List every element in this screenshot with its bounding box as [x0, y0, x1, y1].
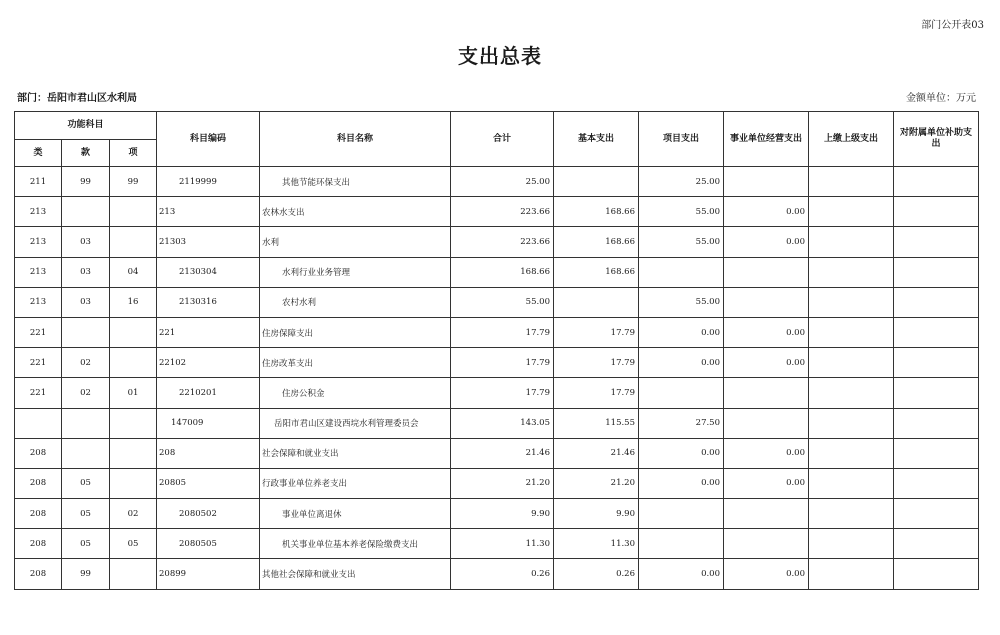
- cell-xiang: 16: [110, 287, 157, 317]
- cell-lei: 208: [15, 499, 62, 529]
- cell-total: 17.79: [451, 317, 554, 347]
- cell-upper: [809, 468, 894, 498]
- table-row: [15, 529, 979, 559]
- cell-lei: 213: [15, 227, 62, 257]
- cell-xiang: [110, 559, 157, 589]
- header-subsidy: 对附属单位补助支出: [894, 112, 979, 167]
- cell-business: [724, 499, 809, 529]
- cell-xiang: 02: [110, 499, 157, 529]
- cell-business: [724, 287, 809, 317]
- cell-subsidy: [894, 317, 979, 347]
- cell-lei: 213: [15, 257, 62, 287]
- cell-business: [724, 529, 809, 559]
- cell-basic: 168.66: [554, 227, 639, 257]
- cell-lei: 213: [15, 197, 62, 227]
- header-project: 项目支出: [639, 112, 724, 167]
- cell-upper: [809, 499, 894, 529]
- cell-project: 0.00: [639, 559, 724, 589]
- table-row: [15, 287, 979, 317]
- cell-name: 农林水支出: [260, 197, 451, 227]
- header-xiang: 项: [110, 140, 157, 167]
- cell-code: 20899: [157, 559, 260, 589]
- table-row: [15, 499, 979, 529]
- cell-kuan: 99: [62, 167, 110, 197]
- cell-basic: 168.66: [554, 197, 639, 227]
- cell-lei: 208: [15, 559, 62, 589]
- cell-name: 水利行业业务管理: [260, 257, 451, 287]
- unit-label: 金额单位：万元: [906, 93, 976, 104]
- cell-subsidy: [894, 227, 979, 257]
- header-func-subject: 功能科目: [15, 112, 157, 140]
- cell-total: 21.20: [451, 468, 554, 498]
- cell-xiang: 01: [110, 378, 157, 408]
- table-row: [15, 317, 979, 347]
- header-total: 合计: [451, 112, 554, 167]
- cell-name: 其他社会保障和就业支出: [260, 559, 451, 589]
- cell-xiang: [110, 227, 157, 257]
- table-row: [15, 378, 979, 408]
- cell-basic: 21.46: [554, 438, 639, 468]
- expenditure-table: [14, 111, 979, 590]
- header-kuan: 款: [62, 140, 110, 167]
- cell-upper: [809, 167, 894, 197]
- cell-lei: 221: [15, 378, 62, 408]
- cell-code: 208: [157, 438, 260, 468]
- cell-project: [639, 499, 724, 529]
- cell-kuan: 05: [62, 468, 110, 498]
- table-row: [15, 227, 979, 257]
- cell-total: 21.46: [451, 438, 554, 468]
- cell-name: 住房公积金: [260, 378, 451, 408]
- table-row: [15, 197, 979, 227]
- cell-project: 55.00: [639, 227, 724, 257]
- cell-total: 25.00: [451, 167, 554, 197]
- cell-name: 机关事业单位基本养老保险缴费支出: [260, 529, 451, 559]
- cell-business: 0.00: [724, 468, 809, 498]
- cell-name: 住房改革支出: [260, 348, 451, 378]
- table-row: [15, 408, 979, 438]
- cell-name: 事业单位离退休: [260, 499, 451, 529]
- cell-project: [639, 378, 724, 408]
- cell-business: 0.00: [724, 227, 809, 257]
- cell-subsidy: [894, 499, 979, 529]
- cell-total: 168.66: [451, 257, 554, 287]
- cell-basic: [554, 287, 639, 317]
- cell-kuan: 05: [62, 499, 110, 529]
- cell-total: 0.26: [451, 559, 554, 589]
- cell-project: 25.00: [639, 167, 724, 197]
- cell-basic: 11.30: [554, 529, 639, 559]
- cell-xiang: [110, 438, 157, 468]
- cell-subsidy: [894, 408, 979, 438]
- cell-project: 55.00: [639, 197, 724, 227]
- cell-project: 55.00: [639, 287, 724, 317]
- cell-business: 0.00: [724, 438, 809, 468]
- cell-lei: 208: [15, 468, 62, 498]
- cell-upper: [809, 197, 894, 227]
- cell-lei: 211: [15, 167, 62, 197]
- cell-basic: 168.66: [554, 257, 639, 287]
- cell-project: 0.00: [639, 317, 724, 347]
- cell-xiang: 99: [110, 167, 157, 197]
- cell-upper: [809, 257, 894, 287]
- cell-upper: [809, 287, 894, 317]
- header-subject-name: 科目名称: [260, 112, 451, 167]
- cell-kuan: [62, 197, 110, 227]
- header-subject-code: 科目编码: [157, 112, 260, 167]
- cell-code: 2119999: [157, 167, 260, 197]
- cell-business: 0.00: [724, 317, 809, 347]
- cell-name: 水利: [260, 227, 451, 257]
- cell-kuan: 02: [62, 378, 110, 408]
- cell-name: 社会保障和就业支出: [260, 438, 451, 468]
- cell-subsidy: [894, 167, 979, 197]
- cell-basic: 17.79: [554, 348, 639, 378]
- table-row: [15, 559, 979, 589]
- cell-basic: [554, 167, 639, 197]
- cell-subsidy: [894, 348, 979, 378]
- cell-total: 11.30: [451, 529, 554, 559]
- cell-project: 27.50: [639, 408, 724, 438]
- cell-subsidy: [894, 438, 979, 468]
- cell-total: 223.66: [451, 197, 554, 227]
- header-lei: 类: [15, 140, 62, 167]
- cell-project: 0.00: [639, 438, 724, 468]
- table-row: [15, 167, 979, 197]
- cell-lei: [15, 408, 62, 438]
- table-row: [15, 438, 979, 468]
- cell-code: 2080502: [157, 499, 260, 529]
- cell-basic: 9.90: [554, 499, 639, 529]
- page-code: 部门公开表03: [921, 20, 984, 31]
- cell-kuan: [62, 317, 110, 347]
- cell-kuan: 03: [62, 227, 110, 257]
- cell-lei: 208: [15, 529, 62, 559]
- cell-xiang: [110, 408, 157, 438]
- cell-project: 0.00: [639, 348, 724, 378]
- header-business: 事业单位经营支出: [724, 112, 809, 167]
- cell-business: [724, 167, 809, 197]
- cell-upper: [809, 408, 894, 438]
- cell-code: 2080505: [157, 529, 260, 559]
- cell-basic: 17.79: [554, 317, 639, 347]
- cell-kuan: [62, 438, 110, 468]
- table-row: [15, 257, 979, 287]
- cell-xiang: [110, 348, 157, 378]
- cell-code: 213: [157, 197, 260, 227]
- cell-total: 223.66: [451, 227, 554, 257]
- cell-total: 17.79: [451, 378, 554, 408]
- cell-basic: 17.79: [554, 378, 639, 408]
- cell-name: 住房保障支出: [260, 317, 451, 347]
- cell-code: 20805: [157, 468, 260, 498]
- cell-lei: 213: [15, 287, 62, 317]
- department-label: 部门：岳阳市君山区水利局: [17, 93, 137, 104]
- cell-business: [724, 408, 809, 438]
- cell-code: 22102: [157, 348, 260, 378]
- cell-basic: 115.55: [554, 408, 639, 438]
- cell-code: 2130304: [157, 257, 260, 287]
- cell-total: 55.00: [451, 287, 554, 317]
- cell-name: 其他节能环保支出: [260, 167, 451, 197]
- cell-business: 0.00: [724, 197, 809, 227]
- cell-project: 0.00: [639, 468, 724, 498]
- cell-subsidy: [894, 468, 979, 498]
- cell-lei: 221: [15, 348, 62, 378]
- cell-kuan: [62, 408, 110, 438]
- cell-upper: [809, 348, 894, 378]
- header-upper: 上缴上级支出: [809, 112, 894, 167]
- cell-basic: 21.20: [554, 468, 639, 498]
- cell-xiang: 05: [110, 529, 157, 559]
- cell-subsidy: [894, 378, 979, 408]
- cell-total: 9.90: [451, 499, 554, 529]
- cell-project: [639, 257, 724, 287]
- page-title: 支出总表: [458, 44, 542, 68]
- table-row: [15, 348, 979, 378]
- cell-upper: [809, 529, 894, 559]
- cell-lei: 208: [15, 438, 62, 468]
- cell-subsidy: [894, 529, 979, 559]
- cell-xiang: [110, 197, 157, 227]
- cell-code: 2130316: [157, 287, 260, 317]
- cell-name: 岳阳市君山区建设西垸水利管理委员会: [260, 408, 451, 438]
- cell-kuan: 05: [62, 529, 110, 559]
- cell-lei: 221: [15, 317, 62, 347]
- cell-kuan: 02: [62, 348, 110, 378]
- cell-upper: [809, 559, 894, 589]
- header-basic: 基本支出: [554, 112, 639, 167]
- cell-business: 0.00: [724, 559, 809, 589]
- cell-business: [724, 257, 809, 287]
- cell-business: [724, 378, 809, 408]
- cell-kuan: 03: [62, 287, 110, 317]
- cell-code: 221: [157, 317, 260, 347]
- cell-upper: [809, 317, 894, 347]
- cell-xiang: [110, 468, 157, 498]
- cell-basic: 0.26: [554, 559, 639, 589]
- cell-code: 2210201: [157, 378, 260, 408]
- cell-upper: [809, 227, 894, 257]
- cell-name: 农村水利: [260, 287, 451, 317]
- cell-code: 147009: [157, 408, 260, 438]
- cell-xiang: 04: [110, 257, 157, 287]
- cell-upper: [809, 378, 894, 408]
- cell-subsidy: [894, 287, 979, 317]
- cell-subsidy: [894, 197, 979, 227]
- table-row: [15, 468, 979, 498]
- cell-code: 21303: [157, 227, 260, 257]
- cell-project: [639, 529, 724, 559]
- cell-total: 17.79: [451, 348, 554, 378]
- cell-name: 行政事业单位养老支出: [260, 468, 451, 498]
- cell-total: 143.05: [451, 408, 554, 438]
- cell-subsidy: [894, 559, 979, 589]
- cell-subsidy: [894, 257, 979, 287]
- cell-business: 0.00: [724, 348, 809, 378]
- cell-kuan: 99: [62, 559, 110, 589]
- cell-xiang: [110, 317, 157, 347]
- cell-kuan: 03: [62, 257, 110, 287]
- cell-upper: [809, 438, 894, 468]
